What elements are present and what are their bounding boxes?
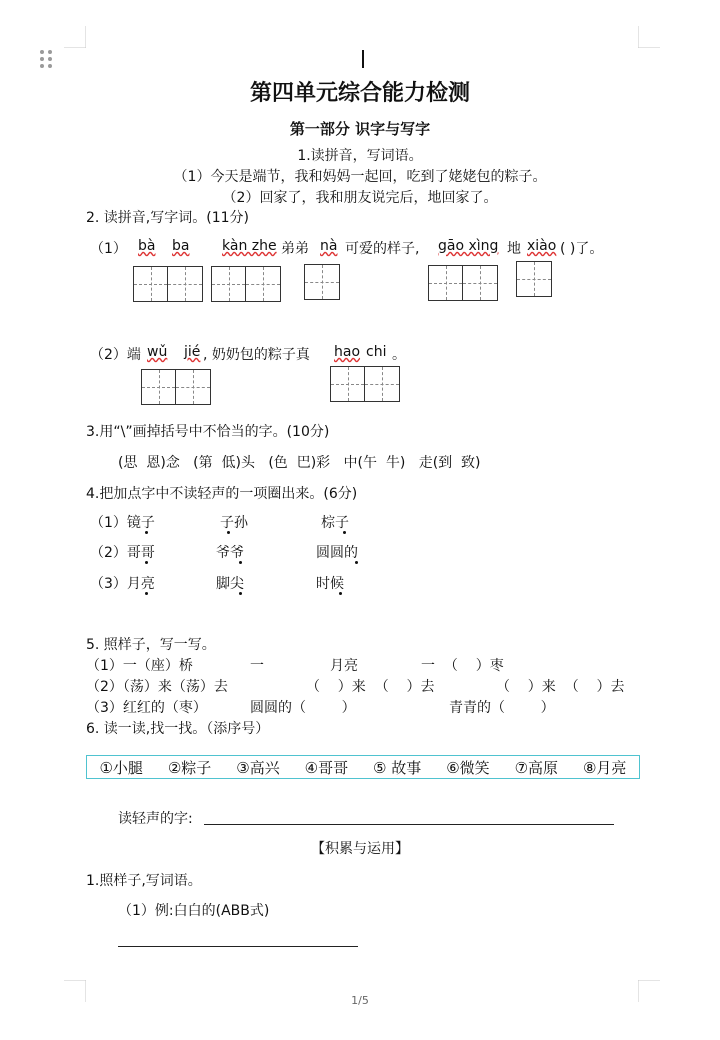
emphasis-dot [145, 592, 148, 595]
q2-row1-label: （1） [90, 241, 127, 257]
q5-heading: 5. 照样子，写一写。 [86, 637, 216, 653]
q6-heading: 6. 读一读,找一找。（添序号） [86, 721, 270, 737]
writing-grid[interactable] [141, 369, 211, 405]
q2-heading: 2. 读拼音,写字词。(11分) [86, 210, 249, 226]
q4-row2-col3: 圆圆的 [316, 545, 358, 561]
q2-row1-text-4: ( )了。 [560, 241, 604, 257]
q2-row1-text-1: 弟弟 [281, 241, 309, 257]
emphasis-dot [239, 592, 242, 595]
writing-grid[interactable] [133, 266, 203, 302]
q4-row3-col3: 时候 [316, 576, 344, 592]
emphasis-dot [343, 531, 346, 534]
writing-grid[interactable] [304, 264, 340, 300]
page-number: 1/5 [351, 994, 369, 1007]
q5-r2-c3: （ ）来 （ ）去 [496, 679, 625, 695]
q2-row1-text-3: 地 [507, 241, 521, 257]
q4-row3-col2: 脚尖 [216, 576, 244, 592]
q4-heading: 4.把加点字中不读轻声的一项圈出来。(6分) [86, 486, 358, 502]
q1-sentence-1: （1）今天是端节，我和妈妈一起回，吃到了姥姥包的粽子。 [173, 169, 547, 185]
drag-handle-icon[interactable] [40, 50, 54, 70]
s2-q1-answer-line[interactable] [118, 946, 358, 947]
pinyin-xiao: xiào [527, 238, 557, 254]
pinyin-ba: ba [172, 238, 190, 254]
q6-options-box [86, 755, 640, 779]
q3-heading: 3.用“\”画掉括号中不恰当的字。(10分) [86, 424, 330, 440]
q5-r1-c1: （1）一（座）桥 [86, 658, 193, 674]
text-cursor [362, 50, 364, 68]
q4-row1-col2: 子孙 [220, 515, 248, 531]
q2-row1-text-2: 可爱的样子, [345, 241, 420, 257]
writing-grid[interactable] [211, 266, 281, 302]
q5-r3-c1: （3）红红的（枣） [86, 700, 207, 716]
q6-answer-line[interactable] [204, 824, 614, 825]
q1-sentence-2: （2）回家了，我和朋友说完后，地回家了。 [222, 190, 498, 206]
pinyin-jie: jié [184, 344, 201, 360]
corner-mark-top-left [64, 26, 86, 48]
pinyin-gaoxing: gāo xìng [438, 238, 499, 254]
pinyin-na: nà [320, 238, 338, 254]
emphasis-dot [239, 561, 242, 564]
q2-row2-text-2: 。 [392, 347, 406, 363]
pinyin-ba4: bà [138, 238, 156, 254]
emphasis-dot [227, 531, 230, 534]
q2-row2-label: （2）端 [90, 347, 141, 363]
q4-row2-col1: （2）哥哥 [90, 545, 155, 561]
q6-option: ⑤ 故事 [373, 758, 422, 777]
q6-option: ⑦高原 [514, 758, 559, 777]
pinyin-wu: wǔ [147, 344, 168, 360]
q6-option: ⑥微笑 [446, 758, 490, 777]
q4-row1-col3: 棕子 [321, 515, 349, 531]
q6-option: ③高兴 [236, 758, 280, 777]
q6-option: ⑧月亮 [582, 758, 627, 777]
part-heading: 第一部分 识字与写字 [289, 120, 431, 138]
q4-row2-col2: 爷爷 [216, 545, 244, 561]
q6-option: ②粽子 [167, 758, 212, 777]
pinyin-chi: chi [366, 344, 387, 360]
section-heading: 【积累与运用】 [311, 841, 409, 857]
q4-row3-col1: （3）月亮 [90, 576, 155, 592]
s2-q1-example: （1）例:白白的(ABB式) [118, 903, 270, 919]
q6-option: ④哥哥 [304, 758, 349, 777]
q2-row2-text-1: , 奶奶包的粽子真 [203, 347, 310, 363]
emphasis-dot [355, 561, 358, 564]
q5-r1-c4: 一 （ ）枣 [421, 658, 504, 674]
emphasis-dot [145, 561, 148, 564]
pinyin-hao: hao [334, 344, 361, 360]
q5-r3-c2: 圆圆的（ ） [250, 700, 356, 716]
q6-answer-label: 读轻声的字: [118, 811, 193, 827]
q1-heading: 1.读拼音，写词语。 [297, 148, 423, 164]
writing-grid[interactable] [428, 265, 498, 301]
writing-grid[interactable] [330, 366, 400, 402]
emphasis-dot [145, 531, 148, 534]
q3-items: (思 恩)念 (第 低)头 (色 巴)彩 中(午 牛) 走(到 致) [118, 455, 481, 471]
q5-r2-c2: （ ）来 （ ）去 [306, 679, 435, 695]
s2-q1-heading: 1.照样子,写词语。 [86, 873, 202, 889]
page-title: 第四单元综合能力检测 [249, 80, 470, 106]
q4-row1-col1: （1）镜子 [90, 515, 155, 531]
emphasis-dot [339, 592, 342, 595]
pinyin-kanzhe: kàn zhe [222, 238, 277, 254]
q5-r3-c3: 青青的（ ） [449, 700, 555, 716]
q5-r1-c3: 月亮 [330, 658, 358, 674]
q5-r2-c1: （2）（荡）来（荡）去 [86, 679, 228, 695]
q5-r1-c2: 一 [250, 658, 264, 674]
writing-grid[interactable] [516, 261, 552, 297]
corner-mark-top-right [638, 26, 660, 48]
q6-option: ①小腿 [99, 758, 143, 777]
